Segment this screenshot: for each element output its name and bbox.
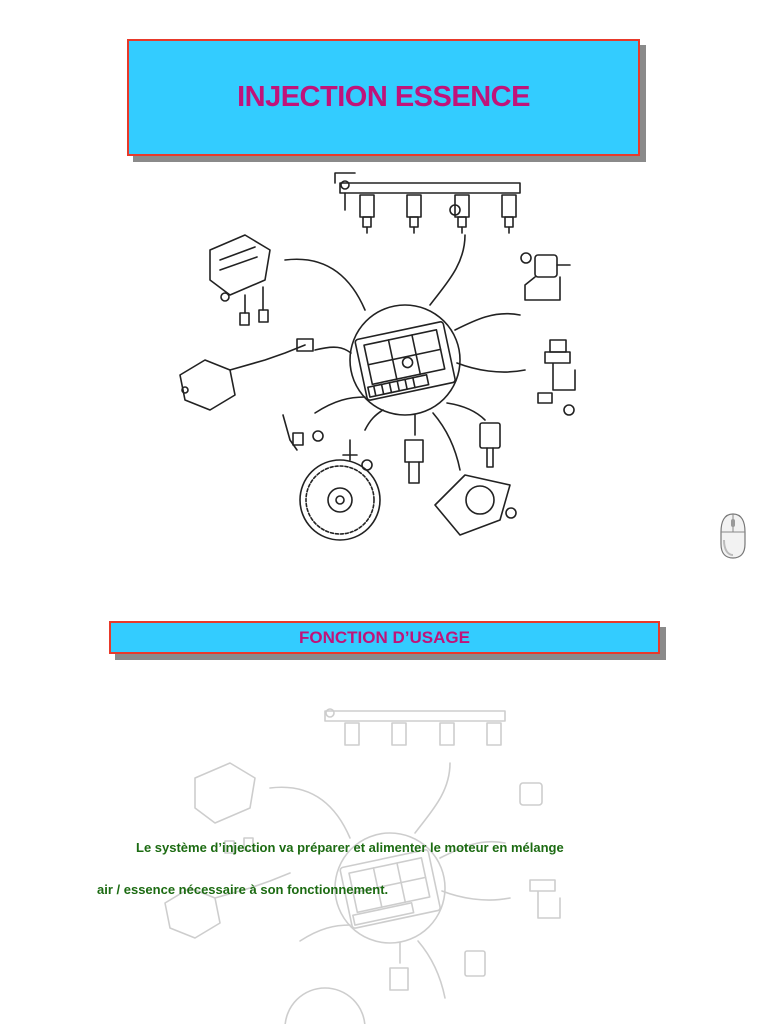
slide-title: INJECTION ESSENCE xyxy=(237,81,530,113)
injection-system-diagram xyxy=(165,165,595,550)
mouse-icon xyxy=(719,512,747,560)
section-title-box xyxy=(109,621,660,654)
description-line-2: air / essence nécessaire à son fonctionnement. xyxy=(97,882,389,897)
section-title: FONCTION D’USAGE xyxy=(299,627,470,647)
slide-title-box xyxy=(127,39,640,156)
description-line-1: Le système d’injection va préparer et alimenter le moteur en mélange xyxy=(136,840,564,855)
faded-injection-system-diagram xyxy=(150,693,580,1024)
